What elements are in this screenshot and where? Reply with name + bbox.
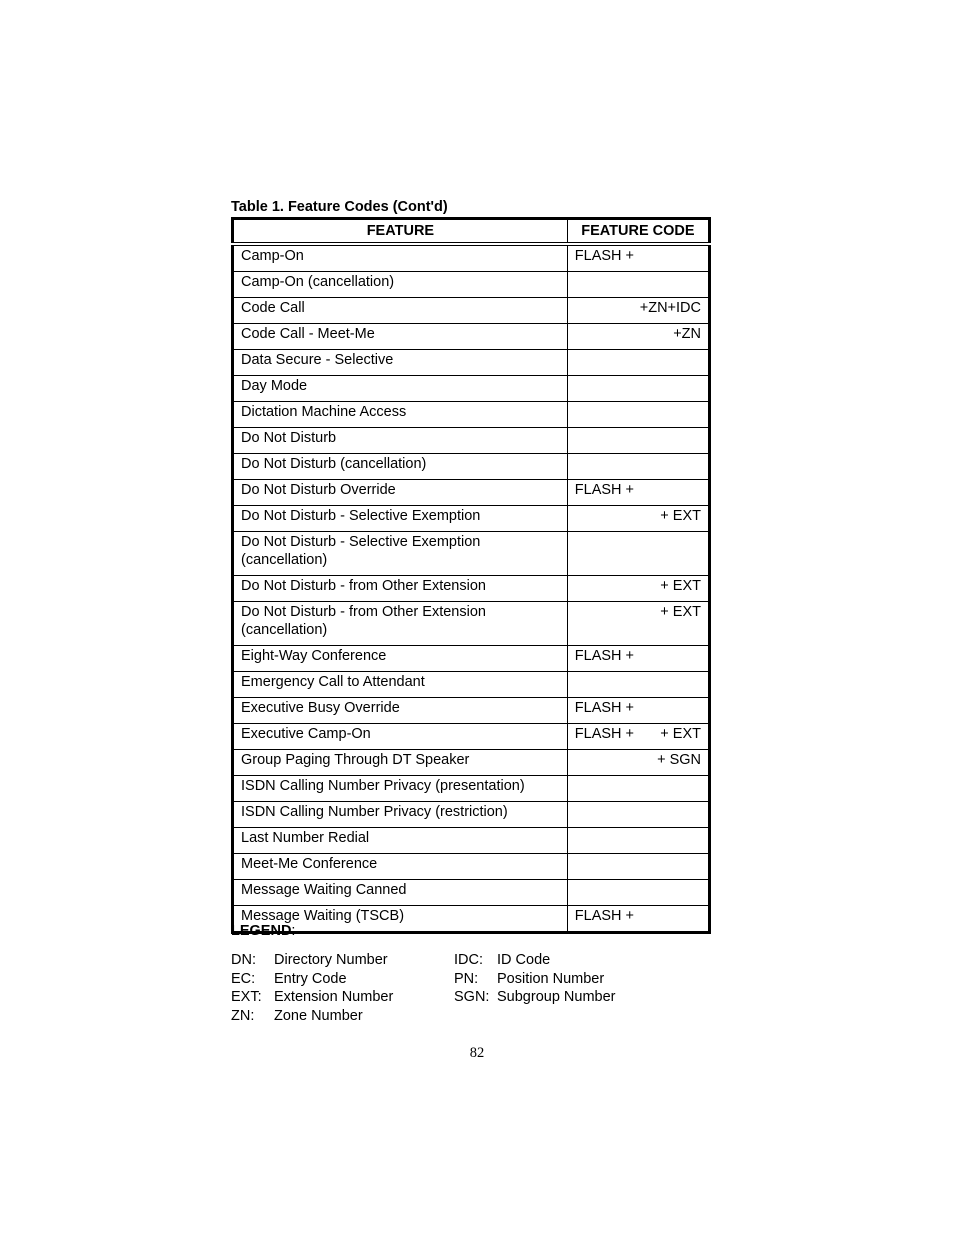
table-row xyxy=(233,428,710,454)
feature-code-cell xyxy=(567,602,709,646)
legend-meaning: ID Code xyxy=(497,952,551,968)
feature-code-suffix: + EXT xyxy=(660,508,701,524)
legend-entry xyxy=(231,988,393,1007)
legend-title: LEGEND xyxy=(231,923,292,939)
feature-cell: Message Waiting (TSCB) xyxy=(233,906,568,933)
table-row xyxy=(233,402,710,428)
feature-cell: Code Call xyxy=(233,298,568,324)
legend-meaning: Position Number xyxy=(497,970,605,987)
feature-code-cell xyxy=(567,776,709,802)
table-row xyxy=(233,802,710,828)
feature-code-cell xyxy=(567,298,709,324)
feature-code-value xyxy=(575,325,701,343)
feature-code-cell xyxy=(567,828,709,854)
legend-column-2 xyxy=(454,951,616,1007)
feature-code-value xyxy=(575,481,701,499)
feature-cell: Last Number Redial xyxy=(233,828,568,854)
feature-code-value xyxy=(575,299,701,317)
legend-abbreviation: SGN: xyxy=(454,989,490,1006)
feature-code-cell xyxy=(567,244,709,272)
table-row xyxy=(233,724,710,750)
feature-code-prefix: FLASH + xyxy=(574,648,635,664)
feature-code-suffix: +ZN+IDC xyxy=(639,300,701,316)
legend-entry xyxy=(231,951,393,970)
feature-code-cell xyxy=(567,854,709,880)
legend-entry xyxy=(231,970,393,989)
legend-meaning: Extension Number xyxy=(274,989,394,1006)
table-row xyxy=(233,750,710,776)
table-row xyxy=(233,506,710,532)
feature-code-cell xyxy=(567,724,709,750)
legend-meaning: Entry Code xyxy=(274,970,347,987)
table-row xyxy=(233,272,710,298)
feature-code-cell xyxy=(567,376,709,402)
feature-cell: Do Not Disturb Override xyxy=(233,480,568,506)
feature-cell: Dictation Machine Access xyxy=(233,402,568,428)
table-body xyxy=(233,244,710,933)
feature-cell: Day Mode xyxy=(233,376,568,402)
feature-cell: Do Not Disturb - Selective Exemption xyxy=(233,506,568,532)
feature-code-cell xyxy=(567,802,709,828)
legend-entry xyxy=(231,1007,393,1026)
feature-cell: Group Paging Through DT Speaker xyxy=(233,750,568,776)
feature-code-prefix: FLASH + xyxy=(574,482,635,498)
table-row xyxy=(233,698,710,724)
table-row xyxy=(233,854,710,880)
feature-column-header: FEATURE xyxy=(233,219,568,245)
feature-code-column-header: FEATURE CODE xyxy=(567,219,709,245)
feature-code-value xyxy=(575,507,701,525)
feature-code-value xyxy=(575,907,701,925)
table-row xyxy=(233,906,710,933)
feature-code-value xyxy=(575,725,701,743)
feature-cell: Executive Busy Override xyxy=(233,698,568,724)
legend-meaning: Zone Number xyxy=(274,1008,363,1025)
table-row xyxy=(233,454,710,480)
table-caption: Table 1. Feature Codes (Cont'd) xyxy=(231,199,448,215)
feature-cell: Meet-Me Conference xyxy=(233,854,568,880)
table-row xyxy=(233,602,710,646)
feature-code-cell xyxy=(567,402,709,428)
legend-abbreviation: EXT: xyxy=(231,989,262,1006)
feature-code-cell xyxy=(567,880,709,906)
feature-code-suffix: + EXT xyxy=(660,578,701,594)
feature-cell: Eight-Way Conference xyxy=(233,646,568,672)
feature-code-cell xyxy=(567,698,709,724)
legend-entry xyxy=(454,988,616,1007)
legend-abbreviation: ZN: xyxy=(231,1008,255,1025)
table-row xyxy=(233,298,710,324)
table-row xyxy=(233,776,710,802)
table-row xyxy=(233,576,710,602)
feature-code-value xyxy=(575,751,701,769)
feature-code-cell xyxy=(567,672,709,698)
legend-entry xyxy=(454,951,616,970)
feature-code-cell xyxy=(567,532,709,576)
table-row xyxy=(233,376,710,402)
legend-abbreviation: IDC: xyxy=(454,952,483,968)
legend-colon: : xyxy=(291,923,296,939)
feature-code-prefix: FLASH + xyxy=(574,700,635,716)
feature-code-value xyxy=(575,647,701,665)
feature-code-suffix: + EXT xyxy=(660,726,701,742)
feature-cell: Do Not Disturb (cancellation) xyxy=(233,454,568,480)
feature-code-suffix: + SGN xyxy=(657,752,701,768)
feature-code-value xyxy=(575,247,701,265)
feature-code-value xyxy=(575,603,701,621)
feature-code-prefix: FLASH + xyxy=(574,726,635,742)
table-header-row xyxy=(233,219,710,245)
legend-column-1 xyxy=(231,951,393,1026)
table-row xyxy=(233,532,710,576)
feature-code-prefix: FLASH + xyxy=(574,248,635,264)
legend-meaning: Subgroup Number xyxy=(497,989,616,1006)
table-row xyxy=(233,244,710,272)
feature-code-cell xyxy=(567,750,709,776)
feature-code-cell xyxy=(567,272,709,298)
legend-abbreviation: EC: xyxy=(231,970,256,987)
table-row xyxy=(233,646,710,672)
feature-code-cell xyxy=(567,454,709,480)
legend-entry xyxy=(454,970,616,989)
feature-code-cell xyxy=(567,506,709,532)
feature-code-cell xyxy=(567,576,709,602)
feature-code-suffix: +ZN xyxy=(673,326,701,342)
feature-codes-table xyxy=(231,217,711,934)
legend-heading xyxy=(231,923,295,939)
feature-code-value xyxy=(575,699,701,717)
feature-cell: Data Secure - Selective xyxy=(233,350,568,376)
page-number: 82 xyxy=(469,1045,485,1061)
feature-code-cell xyxy=(567,906,709,933)
feature-code-cell xyxy=(567,646,709,672)
table-row xyxy=(233,350,710,376)
table-row xyxy=(233,672,710,698)
table-row xyxy=(233,880,710,906)
feature-cell: Code Call - Meet-Me xyxy=(233,324,568,350)
feature-cell: Do Not Disturb - from Other Extension xyxy=(233,576,568,602)
table-row xyxy=(233,828,710,854)
feature-cell: Camp-On xyxy=(233,244,568,272)
feature-cell: Message Waiting Canned xyxy=(233,880,568,906)
feature-code-value xyxy=(575,577,701,595)
table-row xyxy=(233,324,710,350)
feature-cell: Emergency Call to Attendant xyxy=(233,672,568,698)
feature-cell: Do Not Disturb xyxy=(233,428,568,454)
feature-cell: ISDN Calling Number Privacy (restriction) xyxy=(233,802,568,828)
feature-code-cell xyxy=(567,350,709,376)
legend-abbreviation: PN: xyxy=(454,970,479,987)
feature-cell: Executive Camp-On xyxy=(233,724,568,750)
table-row xyxy=(233,480,710,506)
feature-cell: Do Not Disturb - from Other Extension (cancellation) xyxy=(233,602,568,646)
feature-code-suffix: + EXT xyxy=(660,604,701,620)
feature-code-cell xyxy=(567,428,709,454)
legend-abbreviation: DN: xyxy=(231,952,256,968)
feature-code-prefix: FLASH + xyxy=(574,908,635,924)
feature-cell: Do Not Disturb - Selective Exemption (cancellation) xyxy=(233,532,568,576)
legend-meaning: Directory Number xyxy=(274,952,388,968)
feature-code-cell xyxy=(567,324,709,350)
feature-cell: Camp-On (cancellation) xyxy=(233,272,568,298)
feature-cell: ISDN Calling Number Privacy (presentation) xyxy=(233,776,568,802)
feature-code-cell xyxy=(567,480,709,506)
